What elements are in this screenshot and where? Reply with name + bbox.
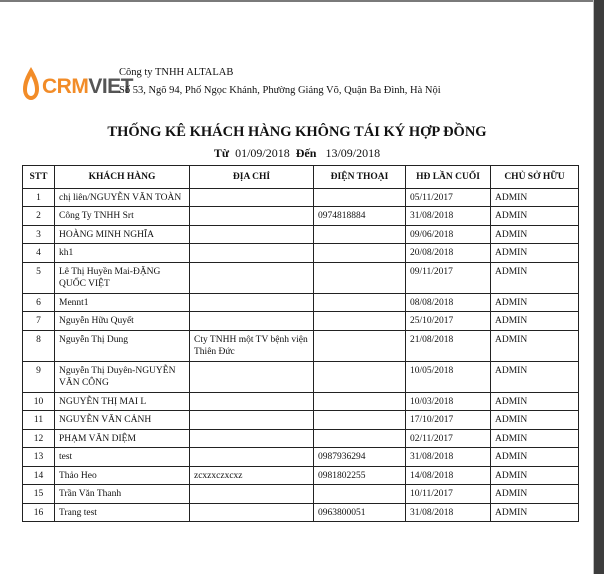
cell-last-contract: 09/06/2018 xyxy=(406,225,491,244)
cell-address: Cty TNHH một TV bệnh viện Thiên Đức xyxy=(190,330,314,361)
cell-customer: Lê Thị Huyền Mai-ĐẶNG QUỐC VIỆT xyxy=(55,262,190,293)
cell-address xyxy=(190,262,314,293)
cell-phone xyxy=(314,244,406,263)
table-row xyxy=(23,207,579,226)
cell-owner: ADMIN xyxy=(491,361,579,392)
cell-stt: 12 xyxy=(23,429,55,448)
cell-owner: ADMIN xyxy=(491,466,579,485)
cell-phone xyxy=(314,485,406,504)
cell-stt: 14 xyxy=(23,466,55,485)
cell-owner: ADMIN xyxy=(491,392,579,411)
cell-phone: 0987936294 xyxy=(314,448,406,467)
cell-phone xyxy=(314,429,406,448)
cell-owner: ADMIN xyxy=(491,448,579,467)
table-row xyxy=(23,312,579,331)
report-header xyxy=(22,60,582,110)
cell-customer: HOÀNG MINH NGHĨA xyxy=(55,225,190,244)
cell-phone xyxy=(314,411,406,430)
cell-customer: Công Ty TNHH Srt xyxy=(55,207,190,226)
table-row xyxy=(23,503,579,522)
cell-stt: 15 xyxy=(23,485,55,504)
cell-last-contract: 25/10/2017 xyxy=(406,312,491,331)
cell-address xyxy=(190,207,314,226)
cell-address xyxy=(190,225,314,244)
cell-phone: 0963800051 xyxy=(314,503,406,522)
cell-customer: Mennt1 xyxy=(55,293,190,312)
cell-last-contract: 21/08/2018 xyxy=(406,330,491,361)
cell-customer: chị liên/NGUYỄN VĂN TOÀN xyxy=(55,188,190,207)
table-row xyxy=(23,485,579,504)
cell-stt: 16 xyxy=(23,503,55,522)
cell-phone xyxy=(314,293,406,312)
cell-last-contract: 31/08/2018 xyxy=(406,448,491,467)
cell-phone xyxy=(314,361,406,392)
cell-last-contract: 08/08/2018 xyxy=(406,293,491,312)
cell-customer: Trần Văn Thanh xyxy=(55,485,190,504)
viewer-scrollbar-track[interactable] xyxy=(594,0,604,574)
cell-stt: 7 xyxy=(23,312,55,331)
cell-stt: 3 xyxy=(23,225,55,244)
cell-stt: 1 xyxy=(23,188,55,207)
cell-last-contract: 10/03/2018 xyxy=(406,392,491,411)
cell-phone: 0981802255 xyxy=(314,466,406,485)
cell-last-contract: 20/08/2018 xyxy=(406,244,491,263)
cell-owner: ADMIN xyxy=(491,262,579,293)
cell-owner: ADMIN xyxy=(491,293,579,312)
table-row xyxy=(23,392,579,411)
from-date: 01/09/2018 xyxy=(235,146,290,160)
cell-customer: Nguyễn Hữu Quyết xyxy=(55,312,190,331)
table-row xyxy=(23,244,579,263)
header-last-contract: HĐ LẦN CUỐI xyxy=(406,166,491,189)
company-address: Số 53, Ngõ 94, Phố Ngọc Khánh, Phường Giảng Võ, Quận Ba Đình, Hà Nội xyxy=(119,85,441,96)
table-row xyxy=(23,293,579,312)
svg-text:CRMVIET: CRMVIET xyxy=(42,75,134,98)
cell-customer: PHẠM VĂN DIỆM xyxy=(55,429,190,448)
cell-address xyxy=(190,411,314,430)
header-address: ĐỊA CHỈ xyxy=(190,166,314,189)
header-customer: KHÁCH HÀNG xyxy=(55,166,190,189)
cell-address xyxy=(190,361,314,392)
cell-stt: 8 xyxy=(23,330,55,361)
cell-customer: test xyxy=(55,448,190,467)
cell-stt: 11 xyxy=(23,411,55,430)
table-row xyxy=(23,448,579,467)
cell-owner: ADMIN xyxy=(491,188,579,207)
cell-customer: Thảo Heo xyxy=(55,466,190,485)
cell-stt: 5 xyxy=(23,262,55,293)
cell-last-contract: 05/11/2017 xyxy=(406,188,491,207)
cell-address xyxy=(190,485,314,504)
page-top-edge xyxy=(0,0,604,2)
cell-last-contract: 10/11/2017 xyxy=(406,485,491,504)
table-row xyxy=(23,330,579,361)
cell-phone xyxy=(314,312,406,331)
cell-address xyxy=(190,448,314,467)
cell-customer: Trang test xyxy=(55,503,190,522)
table-row xyxy=(23,466,579,485)
cell-owner: ADMIN xyxy=(491,503,579,522)
cell-address xyxy=(190,503,314,522)
table-header-row xyxy=(23,166,579,189)
cell-stt: 9 xyxy=(23,361,55,392)
cell-stt: 6 xyxy=(23,293,55,312)
cell-customer: Nguyễn Thị Duyên-NGUYỄN VĂN CÔNG xyxy=(55,361,190,392)
cell-stt: 4 xyxy=(23,244,55,263)
date-range xyxy=(0,146,594,161)
cell-phone xyxy=(314,262,406,293)
cell-last-contract: 02/11/2017 xyxy=(406,429,491,448)
cell-address xyxy=(190,188,314,207)
cell-address: zcxzxczxcxz xyxy=(190,466,314,485)
cell-stt: 13 xyxy=(23,448,55,467)
customer-table xyxy=(22,165,579,522)
cell-owner: ADMIN xyxy=(491,225,579,244)
cell-phone xyxy=(314,188,406,207)
cell-last-contract: 17/10/2017 xyxy=(406,411,491,430)
company-name: Công ty TNHH ALTALAB xyxy=(119,67,234,78)
table-row xyxy=(23,225,579,244)
table-row xyxy=(23,188,579,207)
table-row xyxy=(23,429,579,448)
cell-owner: ADMIN xyxy=(491,429,579,448)
cell-address xyxy=(190,293,314,312)
table-row xyxy=(23,361,579,392)
to-date: 13/09/2018 xyxy=(325,146,381,160)
header-phone: ĐIỆN THOẠI xyxy=(314,166,406,189)
cell-phone xyxy=(314,330,406,361)
cell-last-contract: 09/11/2017 xyxy=(406,262,491,293)
header-owner: CHỦ SỞ HỮU xyxy=(491,166,579,189)
cell-customer: kh1 xyxy=(55,244,190,263)
cell-customer: NGUYỄN THỊ MAI L xyxy=(55,392,190,411)
cell-phone xyxy=(314,392,406,411)
crmviet-logo xyxy=(22,64,134,102)
cell-phone xyxy=(314,225,406,244)
cell-address xyxy=(190,244,314,263)
company-info xyxy=(119,64,441,100)
cell-stt: 2 xyxy=(23,207,55,226)
cell-owner: ADMIN xyxy=(491,312,579,331)
report-title: THỐNG KÊ KHÁCH HÀNG KHÔNG TÁI KÝ HỢP ĐỒNG xyxy=(107,124,487,140)
cell-customer: Nguyễn Thị Dung xyxy=(55,330,190,361)
cell-owner: ADMIN xyxy=(491,207,579,226)
cell-address xyxy=(190,429,314,448)
cell-stt: 10 xyxy=(23,392,55,411)
cell-customer: NGUYỄN VĂN CẢNH xyxy=(55,411,190,430)
cell-address xyxy=(190,312,314,331)
cell-owner: ADMIN xyxy=(491,330,579,361)
from-label: Từ xyxy=(213,146,230,160)
table-row xyxy=(23,411,579,430)
cell-last-contract: 31/08/2018 xyxy=(406,207,491,226)
cell-last-contract: 31/08/2018 xyxy=(406,503,491,522)
header-stt: STT xyxy=(23,166,55,189)
cell-last-contract: 14/08/2018 xyxy=(406,466,491,485)
cell-last-contract: 10/05/2018 xyxy=(406,361,491,392)
cell-owner: ADMIN xyxy=(491,244,579,263)
to-label: Đến xyxy=(295,146,317,160)
cell-address xyxy=(190,392,314,411)
cell-owner: ADMIN xyxy=(491,411,579,430)
table-row xyxy=(23,262,579,293)
cell-phone: 0974818884 xyxy=(314,207,406,226)
cell-owner: ADMIN xyxy=(491,485,579,504)
